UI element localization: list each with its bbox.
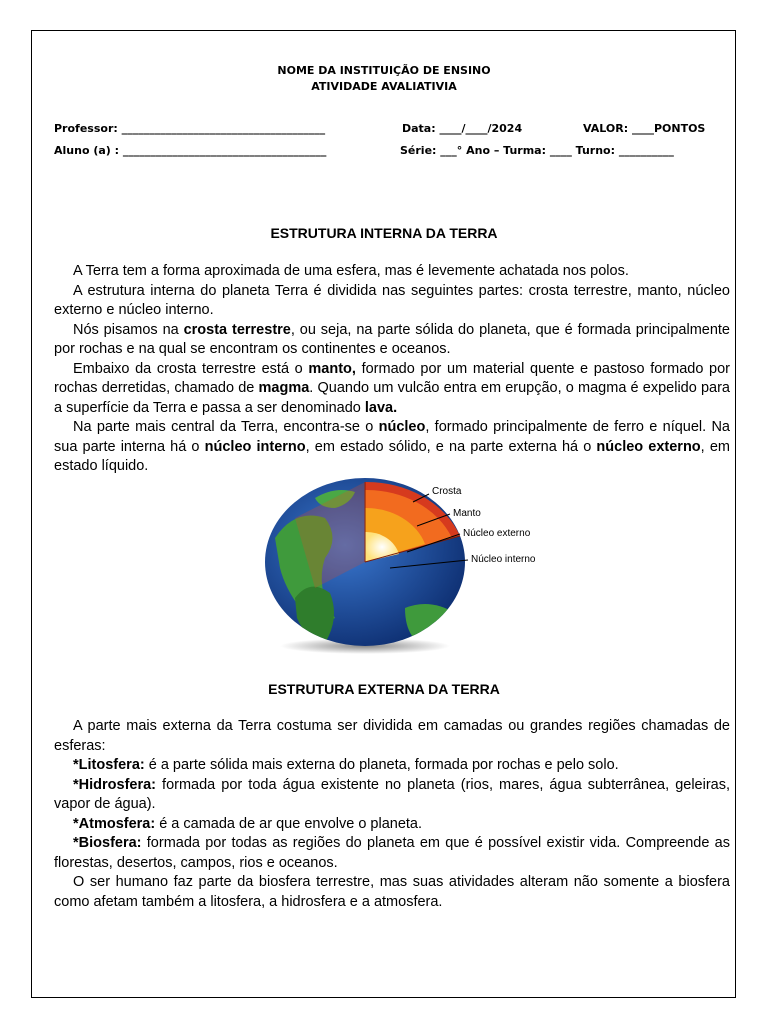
institution-name: NOME DA INSTITUIÇÃO DE ENSINO <box>277 64 491 77</box>
label-manto: Manto <box>453 508 481 519</box>
label-nucleo-interno: Núcleo interno <box>471 554 536 565</box>
activity-title: ATIVIDADE AVALIATIVIA <box>311 80 457 93</box>
label-nucleo-externo: Núcleo externo <box>463 528 531 539</box>
value-field: VALOR: ____PONTOS <box>583 122 706 135</box>
earth-layers-figure <box>255 478 575 656</box>
internal-structure-title: ESTRUTURA INTERNA DA TERRA <box>270 225 498 241</box>
paragraph: Na parte mais central da Terra, encontra-se o núcleo, formado principalmente de ferro e níquel. Na sua parte interna há o núcleo interno, em estado sólido, e na parte externa há o núcleo externo, em estado líquido. <box>54 419 730 474</box>
paragraph: A parte mais externa da Terra costuma ser dividida em camadas ou grandes regiões chamadas de esferas: <box>54 718 730 754</box>
date-field: Data: ____/____/2024 <box>402 122 523 135</box>
professor-field: Professor: _____________________________________ <box>54 122 326 135</box>
paragraph: O ser humano faz parte da biosfera terrestre, mas suas atividades alteram não somente a biosfera como afetam também a litosfera, a hidrosfera e a atmosfera. <box>54 874 730 910</box>
paragraph: A Terra tem a forma aproximada de uma esfera, mas é levemente achatada nos polos. <box>73 263 629 279</box>
paragraph: *Hidrosfera: formada por toda água existente no planeta (rios, mares, água subterrânea, geleiras, vapor de água). <box>54 776 730 812</box>
paragraph: Embaixo da crosta terrestre está o manto, formado por um material quente e pastoso formado por rochas derretidas, chamado de magma. Quando um vulcão entra em erupção, o magma é expelido para a superfície da Terra e passa a ser denominado lava. <box>54 360 730 416</box>
external-structure-text <box>54 717 730 912</box>
paragraph: *Atmosfera: é a camada de ar que envolve o planeta. <box>73 815 423 832</box>
paragraph: Nós pisamos na crosta terrestre, ou seja, na parte sólida do planeta, que é formada principalmente por rochas e na qual se encontram os continentes e oceanos. <box>54 321 730 357</box>
label-crosta: Crosta <box>432 486 462 497</box>
external-structure-title: ESTRUTURA EXTERNA DA TERRA <box>268 681 500 697</box>
internal-structure-text <box>54 262 730 477</box>
grade-class-shift-field: Série: ___° Ano – Turma: ____ Turno: __________ <box>400 144 674 157</box>
paragraph: A estrutura interna do planeta Terra é dividida nas seguintes partes: crosta terrestre, manto, núcleo externo e núcleo interno. <box>54 282 730 318</box>
paragraph: *Litosfera: é a parte sólida mais externa do planeta, formada por rochas e pelo solo. <box>73 757 619 773</box>
paragraph: *Biosfera: formada por todas as regiões do planeta em que é possível existir vida. Compreende as florestas, desertos, campos, rios e oceanos. <box>54 835 730 871</box>
student-field: Aluno (a) : _____________________________________ <box>54 144 327 157</box>
